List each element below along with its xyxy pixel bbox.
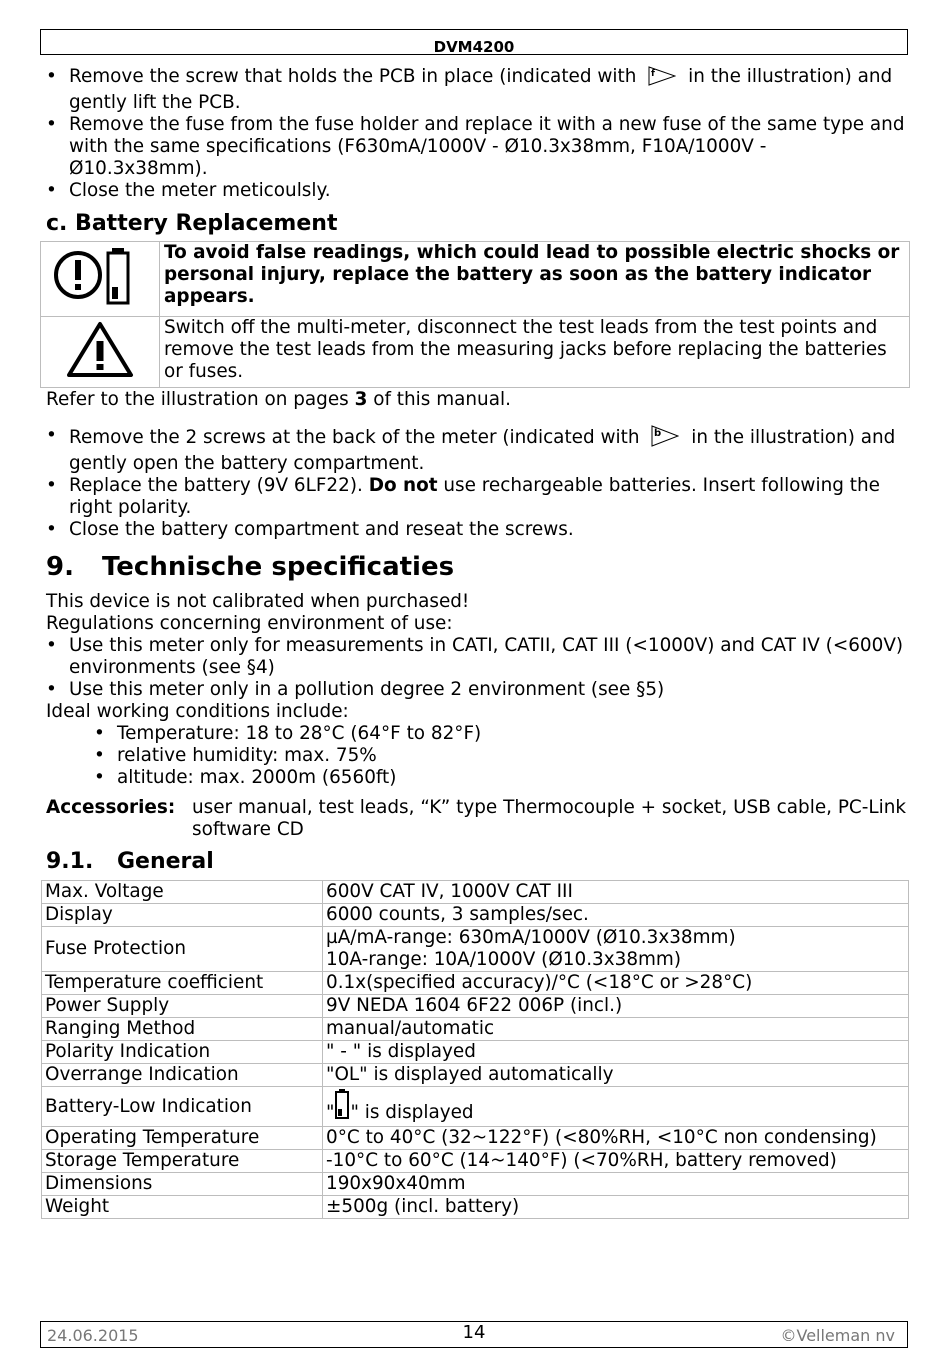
refer-line: Refer to the illustration on pages 3 of this manual. — [46, 389, 511, 410]
accessories — [46, 797, 910, 841]
page-footer — [40, 1321, 908, 1348]
table-row: Weight ±500g (incl. battery) — [42, 1196, 909, 1219]
footer-date: 24.06.2015 — [47, 1326, 139, 1345]
warning-text-1: To avoid false readings, which could lead to possible electric shocks or personal injury, replace the battery as soon as the battery indicator appears. — [160, 242, 910, 317]
spec-table — [41, 880, 909, 1219]
table-row: Max. Voltage 600V CAT IV, 1000V CAT III — [42, 881, 909, 904]
page-content — [46, 66, 910, 1219]
page-header — [40, 29, 908, 55]
conditions-list — [46, 723, 910, 789]
table-row: Battery-Low Indication " " is displayed — [42, 1087, 909, 1127]
table-row: Overrange Indication "OL" is displayed automatically — [42, 1064, 909, 1087]
exclamation-battery-icon — [52, 291, 148, 312]
warning-triangle-icon — [65, 362, 135, 383]
warning-table — [40, 241, 910, 388]
regulations-intro: Regulations concerning environment of use: — [46, 613, 453, 634]
table-row: Ranging Method manual/automatic — [42, 1018, 909, 1041]
list-item: • Remove the 2 screws at the back of the meter (indicated with b in the illustration) and gently open the battery compartment. — [46, 425, 910, 475]
table-row: Fuse Protection µA/mA-range: 630mA/1000V (Ø10.3x38mm) 10A-range: 10A/1000V (Ø10.3x38mm) — [42, 927, 909, 972]
list-item: • Remove the screw that holds the PCB in place (indicated with f in the illustration) and gently lift the PCB. — [46, 66, 910, 114]
list-item: • relative humidity: max. 75% — [94, 745, 910, 767]
warning-icon-cell — [41, 242, 160, 317]
marker-arrow-icon — [651, 425, 679, 453]
header-title: DVM4200 — [433, 38, 515, 56]
table-row: Temperature coefficient 0.1x(specified accuracy)/°C (<18°C or >28°C) — [42, 972, 909, 995]
table-row: Operating Temperature 0°C to 40°C (32~122°F) (<80%RH, <10°C non condensing) — [42, 1127, 909, 1150]
list-item: • Remove the fuse from the fuse holder and replace it with a new fuse of the same type and with the same specifications (F630mA/1000V - Ø10.3x38mm, F10A/1000V - Ø10.3x38mm). — [46, 114, 910, 180]
table-row: Power Supply 9V NEDA 1604 6F22 006P (incl.) — [42, 995, 909, 1018]
list-item: • Close the battery compartment and reseat the screws. — [46, 519, 910, 541]
fuse-steps-list — [46, 66, 910, 202]
regulations-list — [46, 635, 910, 701]
list-item: • Close the meter meticoulsly. — [46, 180, 910, 202]
list-item: • Use this meter only for measurements in CATI, CATII, CAT III (<1000V) and CAT IV (<600V) environments (see §4) — [46, 635, 910, 679]
section-9-heading: 9. Technische specificaties — [46, 552, 455, 582]
table-row: Polarity Indication " - " is displayed — [42, 1041, 909, 1064]
table-row: Display 6000 counts, 3 samples/sec. — [42, 904, 909, 927]
section-91-heading: 9.1. General — [46, 849, 214, 874]
accessories-text: user manual, test leads, “K” type Thermocouple + socket, USB cable, PC-Link software CD — [192, 797, 907, 840]
calibration-note: This device is not calibrated when purchased! — [46, 591, 470, 612]
warning-text-2: Switch off the multi-meter, disconnect the test leads from the test points and remove the test leads from the measuring jacks before replacing the batteries or fuses. — [160, 317, 910, 388]
list-item: • Replace the battery (9V 6LF22). Do not use rechargeable batteries. Insert following the right polarity. — [46, 475, 910, 519]
list-item: • altitude: max. 2000m (6560ft) — [94, 767, 910, 789]
battery-steps-list — [46, 425, 910, 541]
svg-text:b: b — [654, 428, 662, 439]
page-number: 14 — [462, 1322, 486, 1343]
list-item: • Temperature: 18 to 28°C (64°F to 82°F) — [94, 723, 910, 745]
ideal-conditions-intro: Ideal working conditions include: — [46, 701, 349, 722]
battery-heading: c. Battery Replacement — [46, 211, 338, 236]
footer-copyright: ©Velleman nv — [780, 1326, 895, 1345]
table-row: Storage Temperature -10°C to 60°C (14~140°F) (<70%RH, battery removed) — [42, 1150, 909, 1173]
table-row: Dimensions 190x90x40mm — [42, 1173, 909, 1196]
warning-icon-cell — [41, 317, 160, 388]
battery-low-icon — [334, 1088, 350, 1126]
accessories-label: Accessories: — [46, 797, 176, 818]
marker-arrow-icon — [648, 66, 676, 92]
list-item: • Use this meter only in a pollution degree 2 environment (see §5) — [46, 679, 910, 701]
svg-text:f: f — [651, 69, 656, 79]
